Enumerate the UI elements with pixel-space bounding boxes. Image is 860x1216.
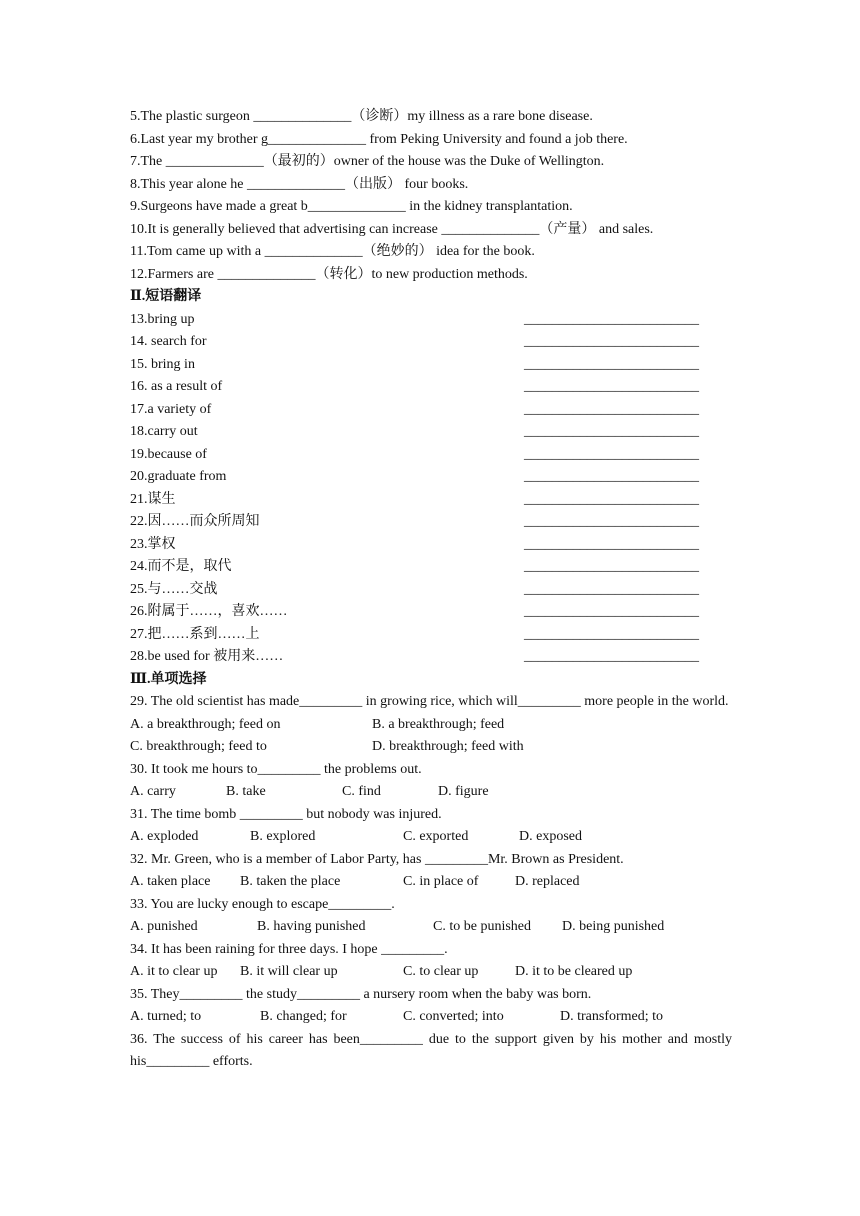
option-a: A. a breakthrough; feed on <box>130 716 281 732</box>
answer-blank: _________________________ <box>524 401 699 417</box>
phrase-label: 14. search for <box>130 334 207 349</box>
option-a: A. exploded <box>130 829 199 844</box>
option-b: B. take <box>226 784 266 799</box>
phrase-row <box>130 511 732 534</box>
answer-blank: _________________________ <box>524 379 699 394</box>
phrase-label: 22.因……而众所周知 <box>130 514 260 529</box>
phrase-label: 20.graduate from <box>130 469 227 484</box>
question-35-stem: 35. They_________ the study_________ a nursery room when the baby was born. <box>130 986 592 1002</box>
phrase-label: 25.与……交战 <box>130 581 218 597</box>
option-d: D. exposed <box>519 829 582 844</box>
phrase-row <box>130 534 732 557</box>
answer-blank: _________________________ <box>524 424 699 439</box>
answer-blank: _________________________ <box>524 356 699 372</box>
fill-line-11: 11.Tom came up with a ______________（绝妙的） idea for the book. <box>130 244 535 259</box>
phrase-label: 21.谋生 <box>130 491 176 507</box>
option-a: A. it to clear up <box>130 964 218 979</box>
option-c: C. to clear up <box>403 964 479 979</box>
option-c: C. find <box>342 784 381 799</box>
option-b: B. changed; for <box>260 1009 347 1024</box>
answer-blank: _________________________ <box>524 626 699 642</box>
phrase-label: 19.because of <box>130 446 207 462</box>
fill-line-12: 12.Farmers are ______________（转化）to new production methods. <box>130 266 528 282</box>
question-29-options-row2 <box>130 736 732 759</box>
phrase-label: 13.bring up <box>130 311 195 327</box>
phrase-row <box>130 579 732 602</box>
question-32-stem: 32. Mr. Green, who is a member of Labor Party, has _________Mr. Brown as President. <box>130 851 624 867</box>
answer-blank: _________________________ <box>524 311 699 327</box>
question-29-stem: 29. The old scientist has made_________ in growing rice, which will_________ more people in the world. <box>130 694 729 709</box>
phrase-label: 26.附属于……，喜欢…… <box>130 604 288 619</box>
question-32-options <box>130 871 732 894</box>
answer-blank: _________________________ <box>524 446 699 462</box>
option-b: B. a breakthrough; feed <box>372 716 505 732</box>
phrase-row <box>130 444 732 467</box>
question-30-options <box>130 781 732 804</box>
answer-blank: _________________________ <box>524 491 699 507</box>
section-2-title: Ⅱ.短语翻译 <box>130 289 202 304</box>
phrase-row <box>130 489 732 512</box>
option-d: D. figure <box>438 784 489 799</box>
option-b: B. having punished <box>257 919 366 934</box>
answer-blank: _________________________ <box>524 514 699 529</box>
option-d: D. it to be cleared up <box>515 964 633 979</box>
option-d: D. replaced <box>515 874 580 889</box>
fill-line-10: 10.It is generally believed that advertising can increase ______________（产量） and sales. <box>130 221 654 237</box>
answer-blank: _________________________ <box>524 559 699 574</box>
fill-line-9: 9.Surgeons have made a great b______________ in the kidney transplantation. <box>130 199 573 214</box>
option-c: C. breakthrough; feed to <box>130 739 267 754</box>
question-36-stem: 36. The success of his career has been_________ due to the support given by his mother and mostly his_________ efforts. <box>130 1031 732 1069</box>
phrase-label: 28.be used for 被用来…… <box>130 649 284 664</box>
phrase-label: 23.掌权 <box>130 536 176 552</box>
phrase-row <box>130 646 732 669</box>
phrase-label: 16. as a result of <box>130 379 223 394</box>
worksheet-page <box>130 106 732 1074</box>
option-d: D. transformed; to <box>560 1009 664 1024</box>
option-b: B. it will clear up <box>240 964 338 979</box>
question-30-stem: 30. It took me hours to_________ the problems out. <box>130 761 422 777</box>
question-31-options <box>130 826 732 849</box>
phrase-row <box>130 601 732 624</box>
phrase-row <box>130 376 732 399</box>
answer-blank: _________________________ <box>524 604 699 619</box>
option-a: A. carry <box>130 784 176 799</box>
answer-blank: _________________________ <box>524 649 699 664</box>
phrase-label: 18.carry out <box>130 424 198 439</box>
option-a: A. turned; to <box>130 1009 202 1024</box>
option-c: C. in place of <box>403 874 479 889</box>
phrase-row <box>130 331 732 354</box>
fill-line-5: 5.The plastic surgeon ______________（诊断）my illness as a rare bone disease. <box>130 109 593 124</box>
fill-line-7: 7.The ______________（最初的）owner of the house was the Duke of Wellington. <box>130 154 605 169</box>
option-c: C. to be punished <box>433 919 531 934</box>
phrase-row <box>130 556 732 579</box>
question-33-options <box>130 916 732 939</box>
phrase-row <box>130 399 732 422</box>
answer-blank: _________________________ <box>524 581 699 597</box>
answer-blank: _________________________ <box>524 536 699 552</box>
fill-line-6: 6.Last year my brother g______________ from Peking University and found a job there. <box>130 131 628 147</box>
answer-blank: _________________________ <box>524 334 699 349</box>
question-29-options-row1 <box>130 714 732 737</box>
question-33-stem: 33. You are lucky enough to escape_________. <box>130 896 395 912</box>
phrase-label: 17.a variety of <box>130 401 212 417</box>
question-34-options <box>130 961 732 984</box>
answer-blank: _________________________ <box>524 469 699 484</box>
option-d: D. breakthrough; feed with <box>372 739 524 754</box>
question-34-stem: 34. It has been raining for three days. I hope _________. <box>130 941 448 957</box>
phrase-row <box>130 466 732 489</box>
section-3-title: Ⅲ.单项选择 <box>130 671 207 687</box>
fill-line-8: 8.This year alone he ______________（出版） four books. <box>130 176 469 192</box>
phrase-label: 15. bring in <box>130 356 195 372</box>
option-b: B. taken the place <box>240 874 341 889</box>
option-c: C. exported <box>403 829 469 844</box>
option-d: D. being punished <box>562 919 665 934</box>
phrase-label: 27.把……系到……上 <box>130 626 260 642</box>
phrase-row <box>130 309 732 332</box>
phrase-row <box>130 421 732 444</box>
option-b: B. explored <box>250 829 316 844</box>
question-31-stem: 31. The time bomb _________ but nobody was injured. <box>130 806 442 822</box>
option-c: C. converted; into <box>403 1009 504 1024</box>
option-a: A. punished <box>130 919 198 934</box>
question-35-options <box>130 1006 732 1029</box>
phrase-row <box>130 354 732 377</box>
phrase-row <box>130 624 732 647</box>
option-a: A. taken place <box>130 874 211 889</box>
phrase-label: 24.而不是，取代 <box>130 559 232 574</box>
